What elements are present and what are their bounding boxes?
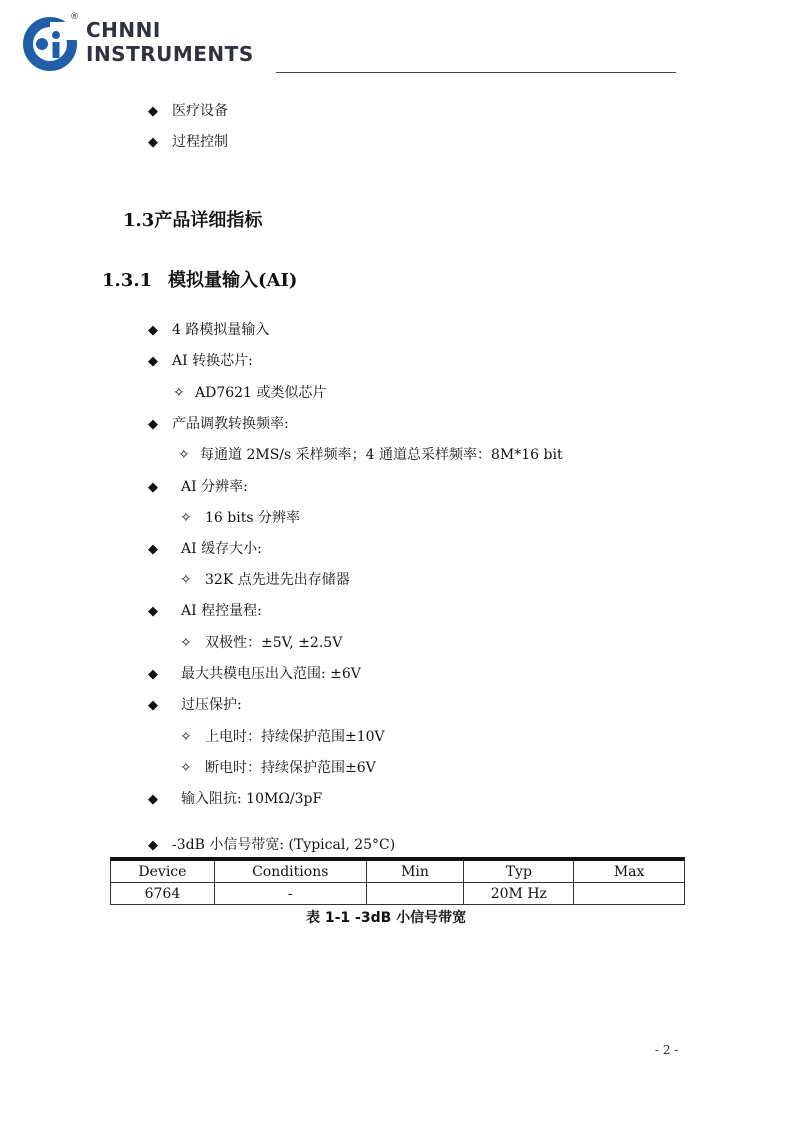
bullet-item <box>148 132 228 153</box>
sub-bullet-item <box>178 445 563 465</box>
subsection-number: 1.3.1 <box>102 270 153 291</box>
bullet-text: 过程控制 <box>172 134 228 150</box>
table-caption: 表 1-1 -3dB 小信号带宽 <box>306 910 467 926</box>
table-header-row <box>111 859 685 883</box>
table-header-min: Min <box>366 859 464 883</box>
diamond-bullet-icon: ◆ <box>148 417 158 432</box>
sub-bullet-item <box>180 633 342 653</box>
bullet-text: AI 程控量程: <box>181 603 262 619</box>
sparkle-bullet-icon: ✧ <box>180 635 192 651</box>
diamond-bullet-icon: ◆ <box>148 135 158 150</box>
diamond-bullet-icon: ◆ <box>148 323 158 338</box>
header-rule <box>276 72 676 73</box>
page-number: - 2 - <box>655 1043 679 1057</box>
bullet-item <box>148 477 248 498</box>
sub-bullet-item <box>180 727 385 747</box>
sub-bullet-text: 16 bits 分辨率 <box>205 510 300 526</box>
diamond-bullet-icon: ◆ <box>148 354 158 369</box>
diamond-bullet-icon: ◆ <box>148 792 158 807</box>
brand-line-2: INSTRUMENTS <box>86 42 254 66</box>
bullet-item <box>148 351 253 372</box>
bullet-item <box>148 835 395 856</box>
diamond-bullet-icon: ◆ <box>148 480 158 495</box>
sub-bullet-item <box>180 508 300 528</box>
bullet-text: AI 缓存大小: <box>181 541 262 557</box>
bullet-item <box>148 539 262 560</box>
bullet-text: 4 路模拟量输入 <box>172 322 270 338</box>
table-header-max: Max <box>574 859 685 883</box>
table-header-conditions: Conditions <box>214 859 366 883</box>
bullet-item <box>148 664 361 685</box>
subsection-heading <box>102 266 297 292</box>
table-cell-typ: 20M Hz <box>464 883 574 905</box>
sub-bullet-text: 每通道 2MS/s 采样频率；4 通道总采样频率：8M*16 bit <box>200 447 563 463</box>
sub-bullet-item <box>173 383 326 403</box>
bullet-text: 医疗设备 <box>172 103 228 119</box>
sparkle-bullet-icon: ✧ <box>178 447 190 463</box>
sub-bullet-text: AD7621 或类似芯片 <box>195 385 327 401</box>
diamond-bullet-icon: ◆ <box>148 542 158 557</box>
table-cell-max <box>574 883 685 905</box>
table-header-typ: Typ <box>464 859 574 883</box>
sparkle-bullet-icon: ✧ <box>180 760 192 776</box>
table-header-device: Device <box>111 859 215 883</box>
registered-mark: ® <box>70 12 79 22</box>
bullet-text: 产品调教转换频率: <box>172 416 289 432</box>
diamond-bullet-icon: ◆ <box>148 604 158 619</box>
table-row <box>111 883 685 905</box>
bullet-item <box>148 414 289 435</box>
bullet-item <box>148 695 242 716</box>
bullet-text: 最大共模电压出入范围: ±6V <box>181 666 361 682</box>
bullet-text: AI 分辨率: <box>181 479 248 495</box>
bullet-item <box>148 601 262 622</box>
bullet-item <box>148 789 322 810</box>
sub-bullet-text: 断电时：持续保护范围±6V <box>205 760 376 776</box>
bullet-item <box>148 101 228 122</box>
brand-line-1: CHNNI <box>86 18 161 42</box>
sparkle-bullet-icon: ✧ <box>180 572 192 588</box>
company-logo-icon <box>20 14 80 74</box>
section-heading: 1.3产品详细指标 <box>123 210 263 231</box>
bandwidth-table <box>110 857 685 905</box>
sub-bullet-text: 32K 点先进先出存储器 <box>205 572 350 588</box>
bullet-text: 输入阻抗: 10MΩ/3pF <box>181 791 323 807</box>
sub-bullet-text: 双极性：±5V, ±2.5V <box>205 635 343 651</box>
bullet-text: 过压保护: <box>181 697 242 713</box>
table-cell-device: 6764 <box>111 883 215 905</box>
table-cell-min <box>366 883 464 905</box>
diamond-bullet-icon: ◆ <box>148 104 158 119</box>
subsection-title: 模拟量输入(AI) <box>168 270 298 291</box>
bullet-item <box>148 320 269 341</box>
sparkle-bullet-icon: ✧ <box>180 510 192 526</box>
diamond-bullet-icon: ◆ <box>148 698 158 713</box>
bullet-text: -3dB 小信号带宽: (Typical, 25°C) <box>172 837 396 853</box>
bullet-text: AI 转换芯片: <box>172 353 253 369</box>
brand-name <box>86 18 254 66</box>
sparkle-bullet-icon: ✧ <box>180 729 192 745</box>
sub-bullet-item <box>180 758 376 778</box>
sub-bullet-item <box>180 570 350 590</box>
diamond-bullet-icon: ◆ <box>148 667 158 682</box>
sparkle-bullet-icon: ✧ <box>173 385 185 401</box>
table-cell-conditions: - <box>214 883 366 905</box>
diamond-bullet-icon: ◆ <box>148 838 158 853</box>
sub-bullet-text: 上电时：持续保护范围±10V <box>205 729 385 745</box>
